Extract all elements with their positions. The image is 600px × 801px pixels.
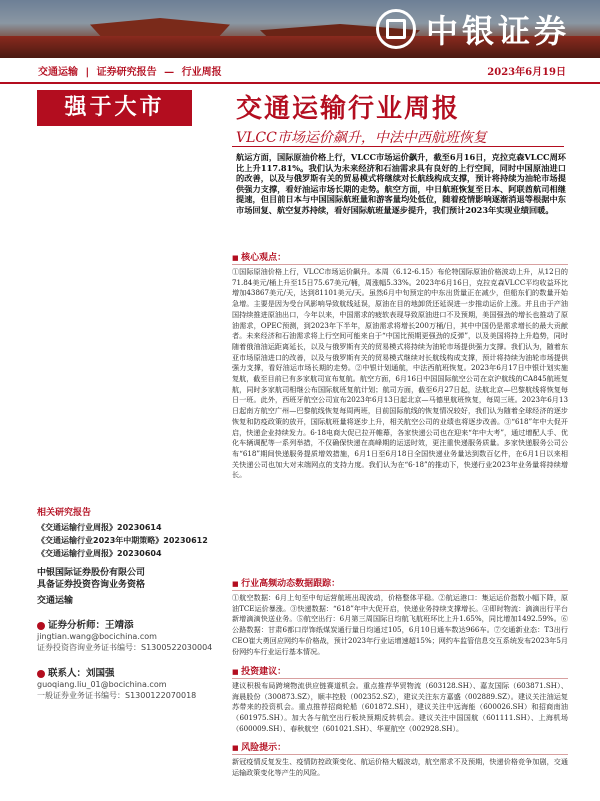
- section-body: ①国际原油价格上行，VLCC市场运价飙升。本周（6.12-6.15）布伦特国际原油价格波动上升，从12日的71.84美元/桶上升至15日75.67美元/桶，周涨幅5.33%。2023年6月16日，克拉克森VLCC平均收益环比增加43867美元/天，达到81101美元/天。虽然6月中旬预定的中东出货量正在减少，但船东们的数量开始急增。主要是因为受台风影响导致航线延误，原油在目的地卸货还延误进一步推动运价上涨。并且由于产油国持续推进原油出口，今年以来，中国需求的疲软表现导致原油进口不及预期，美国强劲的增长也推动了原油需求，OPEC预测，到2023年下半年，原油需求将增长200万桶/日，其中中国仍是需求增长的最大贡献者。未来经济和石油需求将上行空间可能来自于“中国比预期更强劲的反弹”，以及美国将持上升趋势，同时随着俄油油运距离延长，以及与俄罗斯有关的贸易模式将持续为油轮市场提供强力支撑。我们认为，随着东亚市场原油进口的改善，以及与俄罗斯有关的贸易模式继续对长航线构成支撑，预计将持续为油轮市场提供强力支撑，看好油运市场长期的走势。②中银计划通航，中法西航班恢复。2023年6月17日中银计划实施复航，截至目前已有多家航司宣布复航。航空方面，6月16日中国国际航空公司在京沪航线的CA845航班复航，同时多家航司相继公布国际航班复航计划；航司方面，截至6月27日起，法航北京—巴黎航线将恢复每日一班。此外，西班牙航空公司宣布2023年6月13日起北京—马德里航班恢复，每周三班。2023年6月13日起南方航空广州—巴黎航线恢复每周两班，目前国际航线的恢复情况较好，我们认为随着全球经济的逐步恢复和防疫政策的放开，国际航班量将逐步上升，相关航空公司的业绩也将逐步改善。③“618”年中大促开启，快递企业持续发力。6·18电商大促已拉开帷幕，各家快递公司也在迎来“年中大考”，通过增配人手、优化车辆调配等一系列举措，不仅确保快递在高峰期的运送时效，更注重快递服务质量。多家快递服务公司公布“618”期间快递服务提质增效措施，6月1日至6月18日全国快递业务量达到数百亿件，在6月1日以来相关快递公司也加大对末端网点的支持力度。我们认为在“6·18”的推动下，快递行业2023年业务量将持续增长。: [232, 267, 568, 480]
- page-subtitle: VLCC市场运价飙升，中法中西航班恢复: [236, 130, 487, 146]
- report-meta-bar: [0, 58, 600, 84]
- person-icon: [37, 670, 45, 678]
- analyst-panel: [37, 567, 222, 701]
- breadcrumb: [38, 63, 226, 78]
- related-reports: [37, 505, 222, 560]
- related-report-link[interactable]: 《交通运输行业2023年中期策略》20230612: [37, 536, 208, 545]
- related-report-link[interactable]: 《交通运输行业周报》20230604: [37, 549, 162, 558]
- section-heading: ■ 行业高频动态数据跟踪：: [232, 576, 568, 591]
- org-name: 中银国际证券股份有限公司: [37, 568, 146, 578]
- brand-name: 中银证券: [425, 12, 570, 50]
- related-report-link[interactable]: 《交通运输行业周报》20230614: [37, 523, 162, 532]
- investment-advice-section: [232, 664, 568, 745]
- sector-label: 交通运输: [37, 596, 74, 606]
- report-date: 2023年6月19日: [487, 67, 566, 78]
- crumb-type: 证券研究报告: [96, 67, 157, 78]
- analyst-name: 证券分析师：王靖添: [37, 617, 222, 631]
- analyst-email[interactable]: jingtian.wang@bocichina.com: [37, 632, 157, 641]
- risk-section: [232, 740, 568, 801]
- data-tracking-section: [232, 576, 568, 668]
- related-heading: 相关研究报告: [37, 508, 92, 518]
- page-title: 交通运输行业周报: [236, 94, 461, 124]
- brand-logo: [376, 6, 570, 52]
- person-icon: [37, 622, 45, 630]
- analyst-cert: 证券投资咨询业务证书编号：S1300522030004: [37, 643, 213, 652]
- bank-of-china-icon: [376, 9, 416, 49]
- section-heading: ■ 风险提示：: [232, 740, 568, 755]
- divider: [232, 146, 564, 147]
- section-body: 新冠疫情反复发生、疫情防控政策变化、航运价格大幅波动，航空需求不及预期，快递价格竞争加剧，交通运输政策变化等产生的风险。: [232, 757, 568, 777]
- section-body: 建议积极布局跨境物流供应链赛道机会。重点推荐华贸物流（603128.SH）、嘉友国际（603871.SH）、海晨股份（300873.SZ），顺丰控股（002352.SZ），建议关注东方嘉盛（002889.SZ）。建议关注油运复苏带来的投资机会。重点推荐招商轮船（601872.SH），建议关注中远海能（600026.SH）和招商南油（601975.SH）。加大各与航空出行板块预期反转机会。建议关注中国国航（601111.SH）、上海机场（600009.SH）、春秋航空（601021.SH）、华夏航空（002928.SH）。: [232, 681, 568, 733]
- section-heading: ■ 投资建议：: [232, 664, 568, 679]
- summary-paragraph: 航运方面，国际原油价格上行，VLCC市场运价飙升，截至6月16日，克拉克森VLCC周环比上升117.81%。我们认为未来经济和石油需求具有良好的上行空间，同时中国原油进口的改善，以及与俄罗斯有关的贸易模式将继续对长航线构成支撑，预计将持续为油轮市场提供强力支撑，看好油运市场长期的走势。航空方面，中日航班恢复至日本、阿联酋航司相继提速，但目前日本与中国国际航班量和游客量均处低位，随着疫情影响逐渐消退等根据中东市场回复、航空复苏持续，看好国际航班量逐步提升，我们预计2023年实现业绩回暖。: [236, 152, 566, 215]
- section-heading: ■ 核心观点：: [232, 250, 568, 265]
- contact-name: 联系人：刘国强: [37, 665, 222, 679]
- crumb-sector: 交通运输: [38, 67, 78, 78]
- crumb-separator: —: [164, 67, 175, 78]
- rating-badge: 强于大市: [37, 90, 192, 126]
- contact-email[interactable]: guoqiang.liu_01@bocichina.com: [37, 680, 167, 689]
- crumb-subtype: 行业周报: [181, 67, 222, 78]
- org-qualification: 具备证券投资咨询业务资格: [37, 580, 146, 590]
- section-body: ①航空数据：6月上旬至中旬运营航班出现波动，价格整体平稳。②航运港口：集运运价指数小幅下降，原油TCE运价暴涨。③快递数据：“618”年中大促开启，快递业务持续支撑增长。④即时物流：滴滴出行平台新增滴滴快送业务。⑤航空出行：6月第三周国际日均航飞航班环比上升1.65%，同比增加1492.59%。⑥公路数据：甘肃6都口岸饰纸煤炭通行量日均通过105，6月10日通车数达966车。⑦交通新业态：T3出行CEO崔大勇回应网约车价格战，预计2023年行业运增速超15%；网约车监管信息交互系统发布2023年5月份网约车行业运行基本情况。: [232, 593, 568, 656]
- core-views-section: [232, 250, 568, 585]
- header-banner: [0, 0, 600, 58]
- crumb-separator: |: [85, 67, 90, 78]
- contact-cert: 一般证券业务证书编号：S1300122070018: [37, 691, 197, 700]
